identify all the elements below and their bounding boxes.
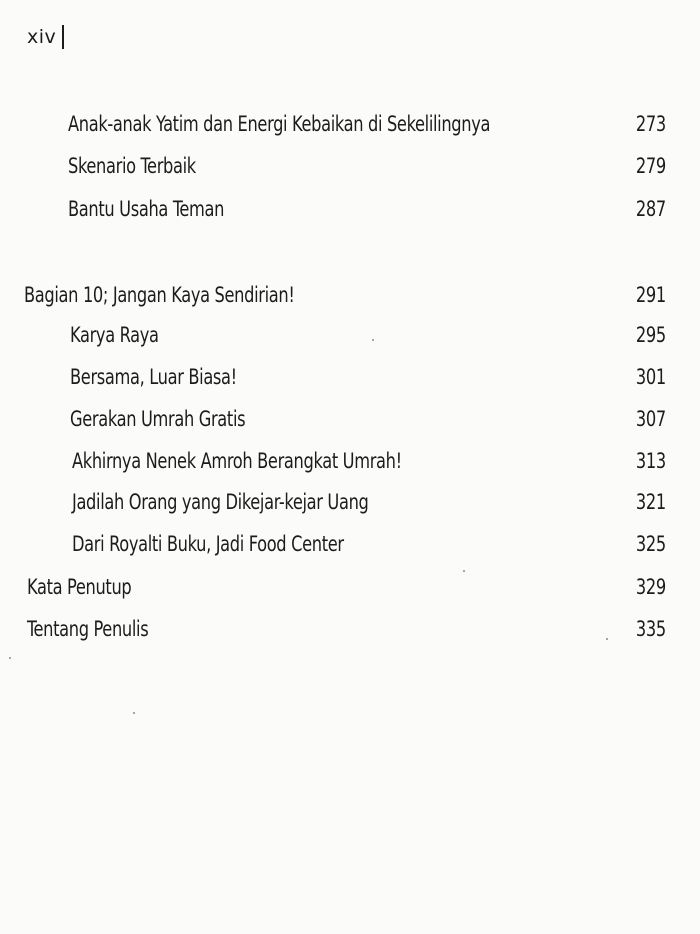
toc-entry[interactable] [70,365,666,389]
toc-entry-title: Bagian 10; Jangan Kaya Sendirian! [24,283,295,307]
toc-entry-page: 295 [636,323,666,347]
toc-entry-title: Jadilah Orang yang Dikejar-kejar Uang [72,490,369,514]
paper-speck [9,657,11,659]
toc-entry-title: Dari Royalti Buku, Jadi Food Center [72,532,344,556]
toc-entry-page: 291 [636,283,666,307]
toc-entry-title: Skenario Terbaik [68,154,196,178]
toc-entry-page: 301 [636,365,666,389]
toc-entry-page: 287 [636,197,666,221]
toc-entry-title: Bantu Usaha Teman [68,197,225,221]
toc-entry-page: 279 [636,154,666,178]
toc-entry-title: Karya Raya [70,323,159,347]
toc-entry[interactable] [68,197,666,221]
toc-entry-title: Kata Penutup [27,575,132,599]
toc-entry[interactable] [72,490,666,514]
toc-entry-page: 321 [636,490,666,514]
toc-entry-page: 325 [636,532,666,556]
toc-entry[interactable] [70,407,666,431]
page-number [27,25,64,49]
toc-entry-title: Bersama, Luar Biasa! [70,365,237,389]
paper-speck [606,638,608,640]
toc-entry[interactable] [68,112,666,136]
header-rule [62,25,64,49]
toc-entry-title: Anak-anak Yatim dan Energi Kebaikan di Sekelilingnya [68,112,491,136]
toc-entry[interactable] [72,532,666,556]
toc-entry-page: 307 [636,407,666,431]
toc-entry-title: Tentang Penulis [27,617,149,641]
paper-speck [372,339,374,341]
toc-entry-section[interactable] [27,617,666,641]
toc-entry[interactable] [68,154,666,178]
toc-entry[interactable] [70,323,666,347]
toc-entry-section[interactable] [27,575,666,599]
toc-entry-page: 329 [636,575,666,599]
page-number-label: xiv [27,26,57,48]
toc-entry-page: 273 [636,112,666,136]
toc-entry-title: Gerakan Umrah Gratis [70,407,246,431]
toc-entry-section[interactable] [24,283,666,307]
toc-entry-title: Akhirnya Nenek Amroh Berangkat Umrah! [72,449,402,473]
toc-entry[interactable] [72,449,666,473]
toc-entry-page: 313 [636,449,666,473]
paper-speck [133,712,135,714]
paper-speck [463,570,465,572]
toc-entry-page: 335 [636,617,666,641]
